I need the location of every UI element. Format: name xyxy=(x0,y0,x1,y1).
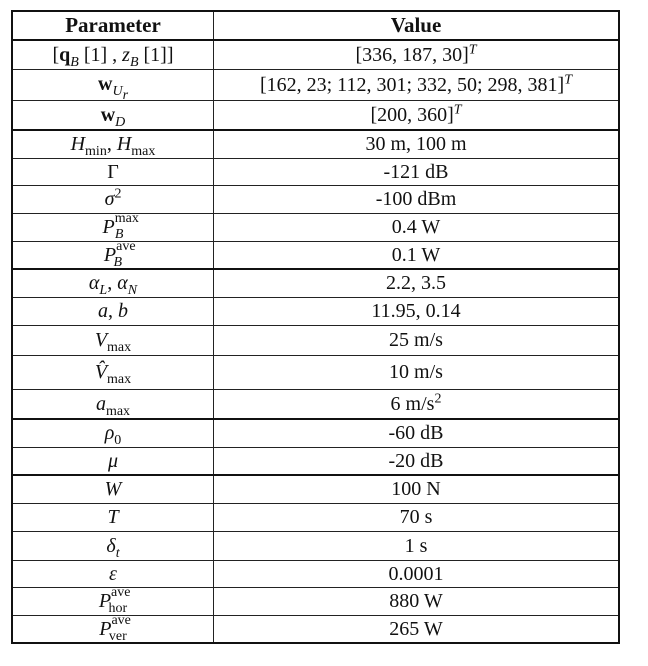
param-cell: W xyxy=(12,475,214,503)
param-cell: $P^{max}_B$ xyxy=(12,213,214,241)
parameter-table xyxy=(11,10,620,644)
table-row xyxy=(12,389,619,419)
table-row xyxy=(12,100,619,130)
param-cell: μ xyxy=(12,447,214,475)
table-row xyxy=(12,69,619,100)
value-cell: 10 m/s xyxy=(214,355,620,389)
table-row xyxy=(12,40,619,69)
table-header-row xyxy=(12,11,619,40)
value-cell: 0.1 W xyxy=(214,241,620,269)
table-row xyxy=(12,355,619,389)
table-row xyxy=(12,130,619,158)
param-cell: $a_{max}$ xyxy=(12,389,214,419)
value-cell: [162, 23; 112, 301; 332, 50; 298, 381]$^T$ xyxy=(214,69,620,100)
value-cell: 880 W xyxy=(214,587,620,615)
param-cell: $w_D$ xyxy=(12,100,214,130)
param-cell: $\alpha_L$, $\alpha_N$ xyxy=(12,269,214,297)
value-cell: 265 W xyxy=(214,615,620,643)
param-cell: $\delta_t$ xyxy=(12,531,214,560)
value-cell: -20 dB xyxy=(214,447,620,475)
param-cell: $V_{max}$ xyxy=(12,325,214,355)
table-row xyxy=(12,325,619,355)
table-row xyxy=(12,587,619,615)
value-cell: -60 dB xyxy=(214,419,620,447)
value-cell: 1 s xyxy=(214,531,620,560)
param-cell: $w_{U_r}$ xyxy=(12,69,214,100)
param-cell: $V̂_{max}$ xyxy=(12,355,214,389)
param-cell: $P^{ave}_{ver}$ xyxy=(12,615,214,643)
table-row xyxy=(12,241,619,269)
table-row xyxy=(12,297,619,325)
value-cell: 0.0001 xyxy=(214,560,620,587)
param-cell: $H_{min}$, $H_{max}$ xyxy=(12,130,214,158)
value-cell: 2.2, 3.5 xyxy=(214,269,620,297)
param-cell: ε xyxy=(12,560,214,587)
param-cell: Γ xyxy=(12,158,214,185)
param-cell: $\rho_0$ xyxy=(12,419,214,447)
param-cell: $P^{ave}_B$ xyxy=(12,241,214,269)
value-cell: 100 N xyxy=(214,475,620,503)
value-cell: 70 s xyxy=(214,503,620,531)
value-cell: 25 m/s xyxy=(214,325,620,355)
value-cell: 30 m, 100 m xyxy=(214,130,620,158)
header-value: Value xyxy=(214,11,620,40)
header-parameter: Parameter xyxy=(12,11,214,40)
table-row xyxy=(12,447,619,475)
table-row xyxy=(12,213,619,241)
value-cell: [200, 360]$^T$ xyxy=(214,100,620,130)
table-row xyxy=(12,615,619,643)
param-cell: $P^{ave}_{hor}$ xyxy=(12,587,214,615)
table-row xyxy=(12,419,619,447)
table-row xyxy=(12,503,619,531)
table-row xyxy=(12,185,619,213)
value-cell: 0.4 W xyxy=(214,213,620,241)
table-row xyxy=(12,158,619,185)
param-cell: $\sigma^2$ xyxy=(12,185,214,213)
table-row xyxy=(12,531,619,560)
value-cell: 6 $m/s^2$ xyxy=(214,389,620,419)
table-row xyxy=(12,560,619,587)
param-cell: [$q_B$ [1] , $z_B$ [1]] xyxy=(12,40,214,69)
table-row xyxy=(12,475,619,503)
value-cell: [336, 187, 30]$^T$ xyxy=(214,40,620,69)
value-cell: -100 dBm xyxy=(214,185,620,213)
param-cell: T xyxy=(12,503,214,531)
table-row xyxy=(12,269,619,297)
param-cell: a, b xyxy=(12,297,214,325)
value-cell: 11.95, 0.14 xyxy=(214,297,620,325)
value-cell: -121 dB xyxy=(214,158,620,185)
